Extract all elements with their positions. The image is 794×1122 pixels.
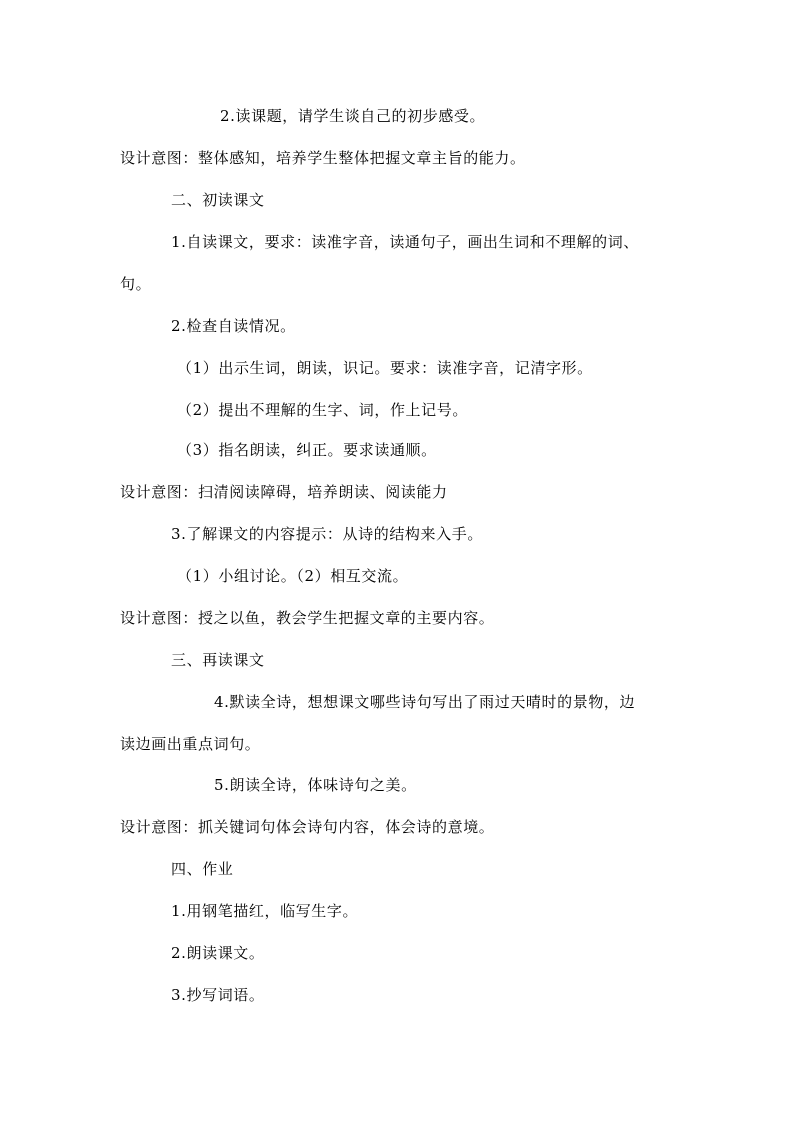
substep-mark-words: （2）提出不理解的生字、词，作上记号。 bbox=[177, 401, 468, 419]
homework-item-3: 3.抄写词语。 bbox=[171, 986, 265, 1004]
design-intent-3: 设计意图：授之以鱼，教会学生把握文章的主要内容。 bbox=[120, 609, 495, 627]
section-heading-reread: 三、再读课文 bbox=[171, 651, 265, 669]
homework-item-1: 1.用钢笔描红，临写生字。 bbox=[171, 902, 359, 920]
step-check-reading: 2.检查自读情况。 bbox=[171, 317, 296, 335]
substep-show-words: （1）出示生词，朗读，识记。要求：读准字音，记清字形。 bbox=[177, 359, 593, 377]
homework-item-2: 2.朗读课文。 bbox=[171, 944, 265, 962]
design-intent-2: 设计意图：扫清阅读障碍，培养朗读、阅读能力 bbox=[120, 483, 448, 501]
section-heading-homework: 四、作业 bbox=[171, 860, 234, 878]
step-silent-read-continued: 读边画出重点词句。 bbox=[120, 735, 261, 753]
step-self-read: 1.自读课文，要求：读准字音，读通句子，画出生词和不理解的词、 bbox=[171, 233, 639, 251]
substep-group-discussion: （1）小组讨论。（2）相互交流。 bbox=[177, 567, 409, 585]
section-heading-first-read: 二、初读课文 bbox=[171, 191, 265, 209]
design-intent-1: 设计意图：整体感知，培养学生整体把握文章主旨的能力。 bbox=[120, 149, 526, 167]
step-self-read-continued: 句。 bbox=[120, 275, 152, 293]
step-understand-content: 3.了解课文的内容提示：从诗的结构来入手。 bbox=[171, 525, 483, 543]
design-intent-4: 设计意图：抓关键词句体会诗句内容，体会诗的意境。 bbox=[120, 818, 495, 836]
step-read-poem: 5.朗读全诗，体味诗句之美。 bbox=[214, 776, 417, 794]
step-silent-read: 4.默读全诗，想想课文哪些诗句写出了雨过天晴时的景物，边 bbox=[214, 693, 636, 711]
substep-read-aloud: （3）指名朗读，纠正。要求读通顺。 bbox=[177, 441, 437, 459]
step-read-title: 2.读课题，请学生谈自己的初步感受。 bbox=[220, 107, 486, 125]
